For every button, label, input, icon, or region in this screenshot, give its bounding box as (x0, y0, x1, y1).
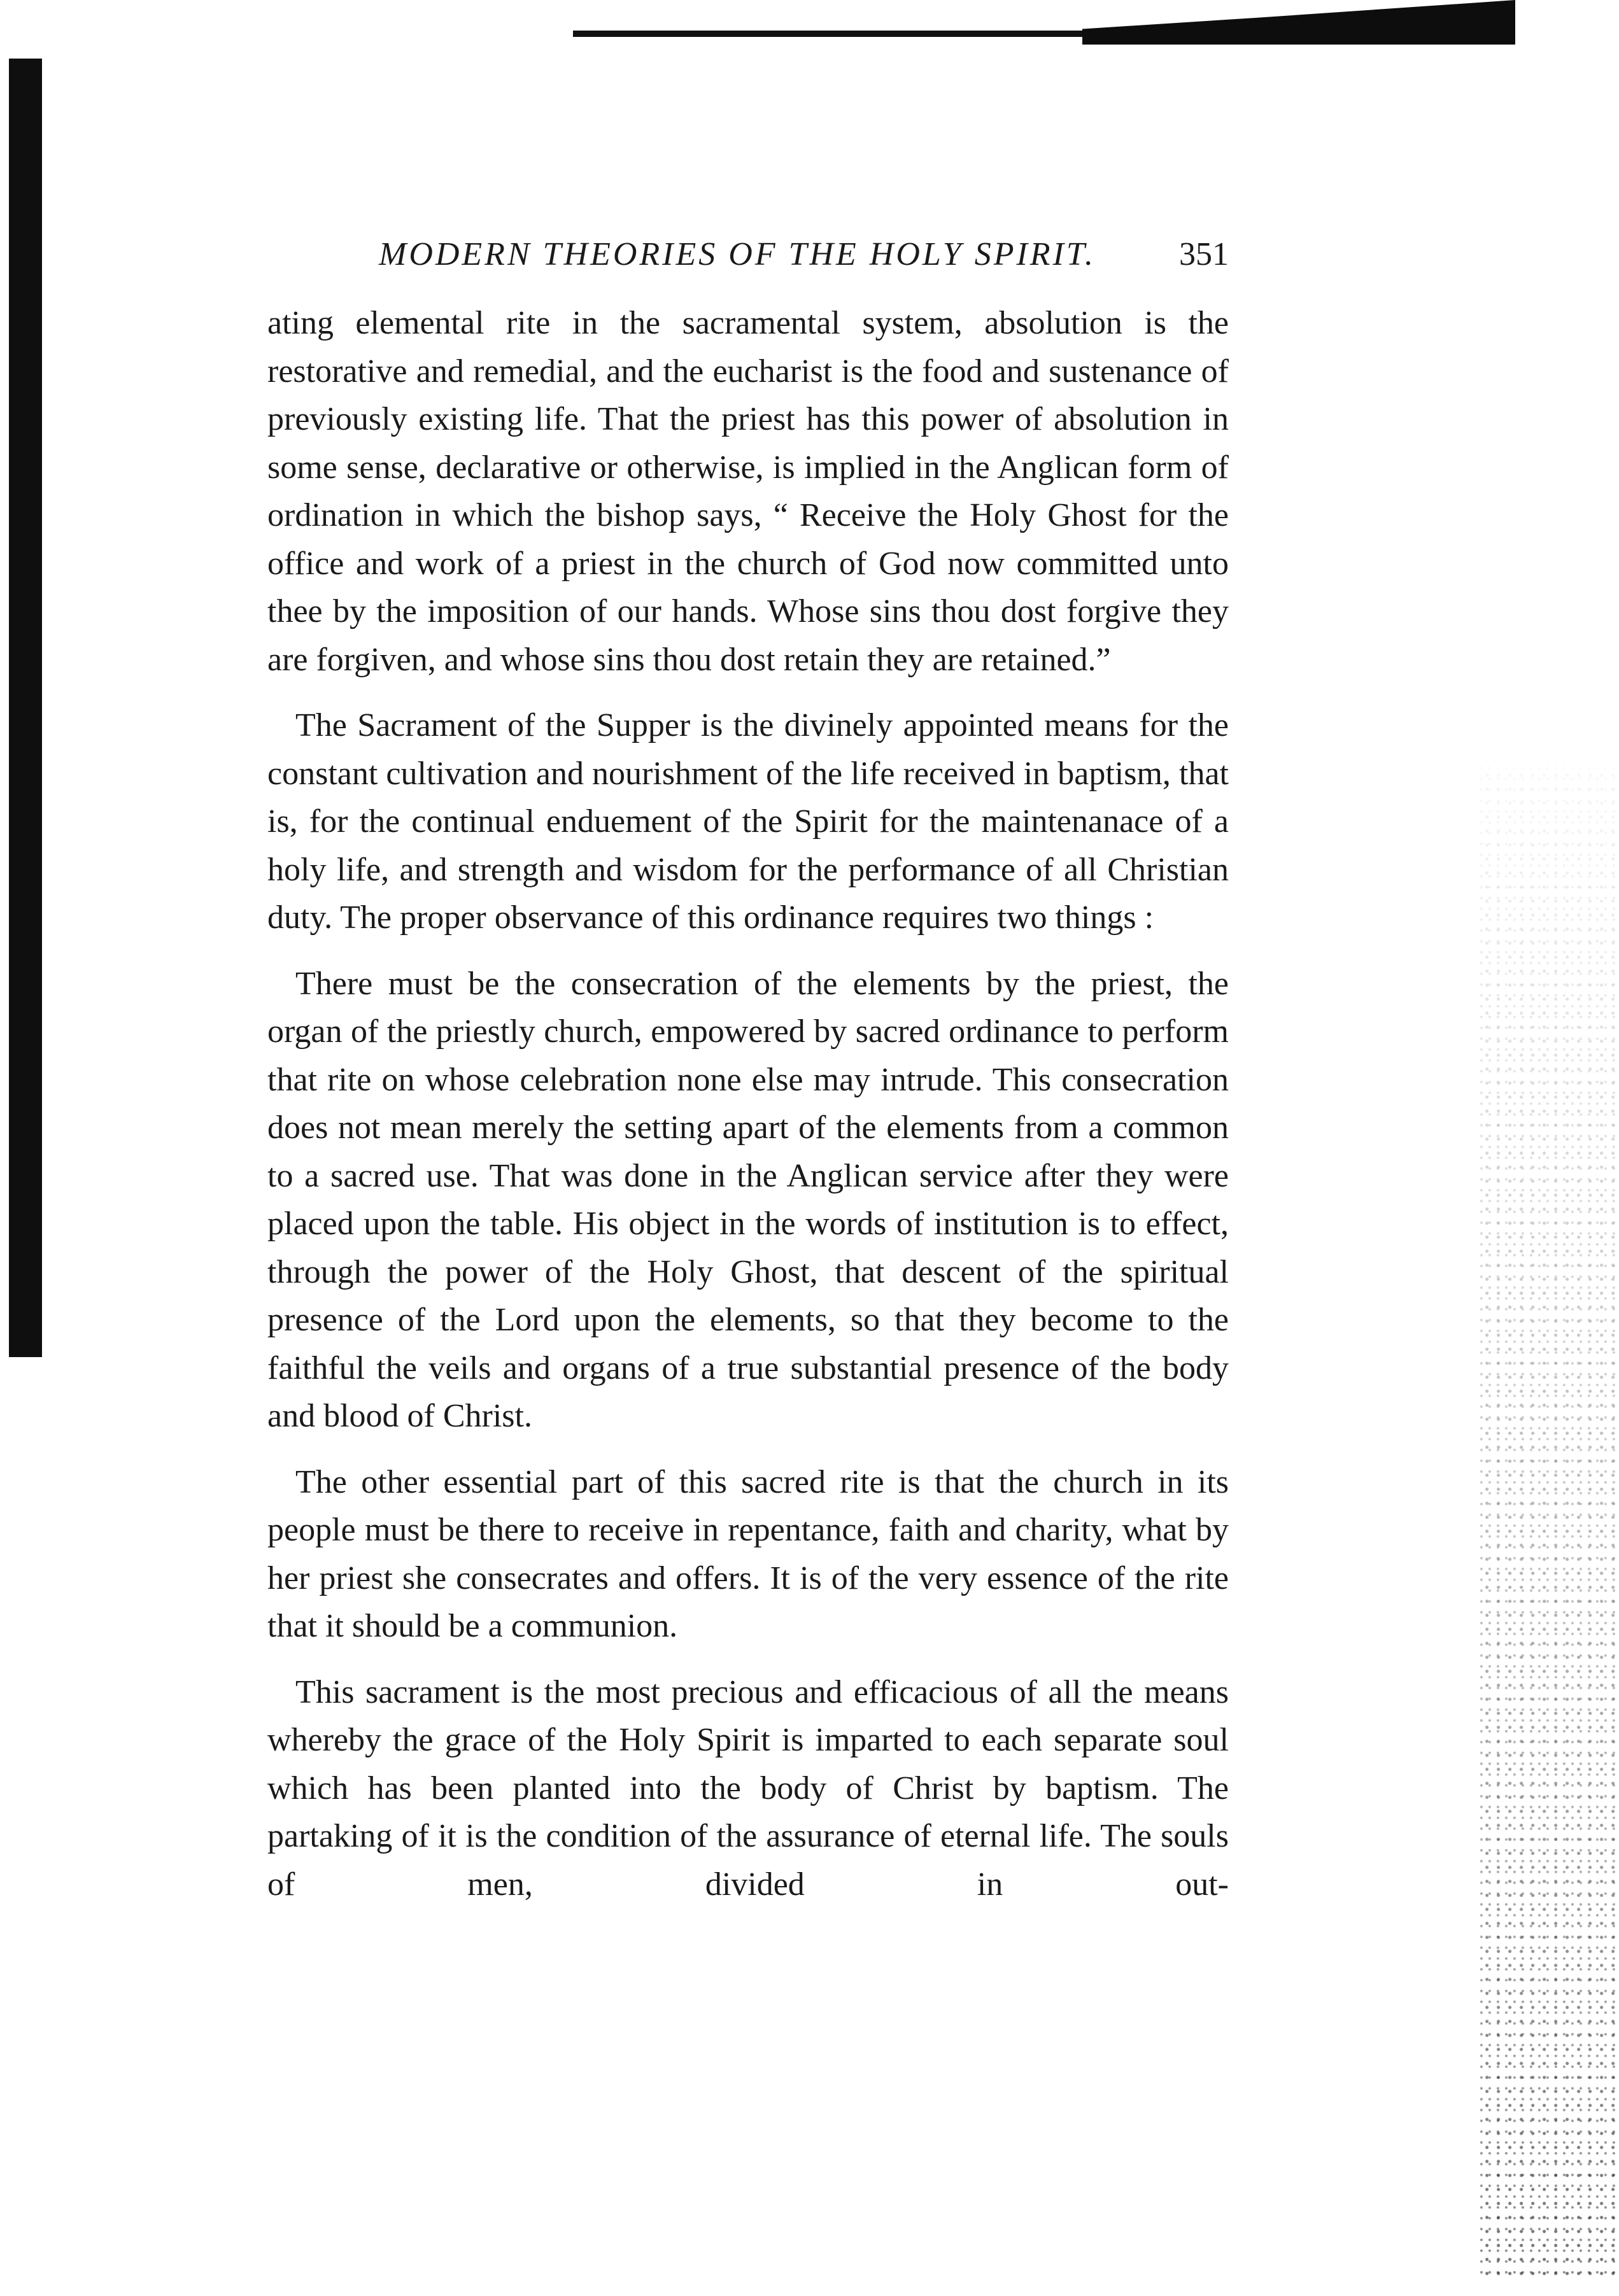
paragraph-2: The Sacrament of the Supper is the divinely appointed means for the constant cultivation and nourishment of the life received in baptism, that is, for the continual enduement of the Spirit for the maintenanace of a holy life, and strength and wisdom for the performance of all Christian duty. The proper observance of this ordinance requires two things : (267, 707, 1229, 936)
scan-noise-right (1479, 764, 1619, 2279)
running-head: MODERN THEORIES OF THE HOLY SPIRIT. (379, 236, 1096, 272)
page-number: 351 (1179, 236, 1229, 272)
scan-edge-left (9, 59, 42, 1357)
paragraph-4: The other essential part of this sacred rite is that the church in its people must be there to receive in repentance, faith and charity, what by her priest she consecrates and offers. It is of the very essence of the rite that it should be a communion. (267, 1463, 1229, 1644)
paragraph-5: This sacrament is the most precious and efficacious of all the means whereby the grace of the Holy Spirit is imparted to each separate soul which has been planted into the body of Christ by baptism. The partaking of it is the condition of the assurance of eternal life. The souls of men, divided in out- (267, 1673, 1229, 1903)
paragraph-3: There must be the consecration of the elements by the priest, the organ of the priestly church, empowered by sacred ordinance to perform that rite on whose celebration none else may intrude. This consecration does not mean merely the setting apart of the elements from a common to a sacred use. That was done in the Anglican service after they were placed upon the table. His object in the words of institution is to effect, through the power of the Holy Ghost, that descent of the spiritual presence of the Lord upon the elements, so that they become to the faithful the veils and organs of a true substantial presence of the body and blood of Christ. (267, 965, 1229, 1434)
paragraph-1: ating elemental rite in the sacramental system, absolution is the restorative and remedial, and the eucharist is the food and sustenance of previously existing life. That the priest has this power of absolution in some sense, declarative or otherwise, is implied in the Anglican form of ordination in which the bishop says, “ Receive the Holy Ghost for the office and work of a priest in the church of God now committed unto thee by the imposition of our hands. Whose sins thou dost forgive they are forgiven, and whose sins thou dost retain they are retained.” (267, 305, 1229, 678)
body-text (267, 299, 1229, 1926)
page-header (267, 229, 1229, 280)
